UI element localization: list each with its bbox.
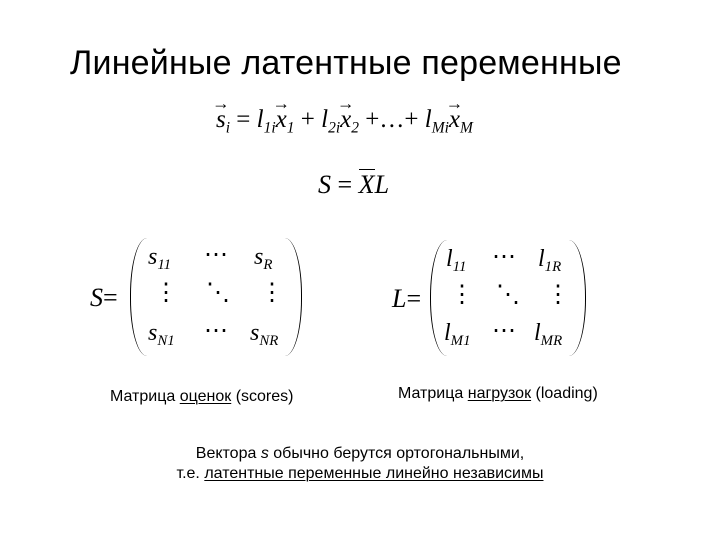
vector-s: → s: [216, 106, 226, 134]
note-line-2: т.е. латентные переменные линейно независимы: [176, 465, 544, 482]
ddots: ⋱: [206, 280, 230, 306]
left-parenthesis: [130, 238, 147, 356]
loading-matrix: L= $l_{11}$ ⋯ $l_{1R}$ ⋮ ⋱ ⋮ $l_{M1}$ ⋯ $l_{MR}$: [392, 240, 592, 356]
vector-x2: → x: [340, 106, 351, 134]
vector-xM: → x: [449, 106, 460, 134]
cell-lM1: $l_{M1}$: [444, 320, 471, 350]
right-parenthesis: [569, 240, 586, 356]
hdots: ⋯: [204, 318, 228, 344]
orthogonality-note: [0, 444, 720, 484]
linear-combination-equation: → $s_i = l_{1i}\to x_1 + l_{2i}\to x_2$ +…+ $l_{Mi}\to x_M$: [216, 106, 473, 137]
scores-matrix: S= $s_{11}$ ⋯ $s_R$ ⋮ ⋱ ⋮ $s_{N1}$ ⋯ $s_{NR}$: [90, 238, 310, 356]
scores-matrix-body: [130, 238, 302, 356]
slide-title: Линейные латентные переменные: [70, 44, 622, 82]
vdots: ⋮: [546, 282, 570, 308]
cell-s11: $s_{11}$: [148, 244, 172, 274]
hdots: ⋯: [204, 242, 228, 268]
ddots: ⋱: [496, 282, 520, 308]
cell-l11: $l_{11}$: [446, 246, 467, 276]
cell-sNR: $s_{NR}$: [250, 320, 279, 350]
loading-caption: Матрица нагрузок (loading): [398, 385, 598, 402]
matrix-equation: S = XL: [318, 170, 390, 199]
vdots: ⋮: [450, 282, 474, 308]
hdots: ⋯: [492, 318, 516, 344]
loading-matrix-body: [430, 240, 586, 356]
matrix-x-bar: X: [358, 170, 375, 199]
vector-x1: → x: [276, 106, 287, 134]
cell-lMR: $l_{MR}$: [534, 320, 563, 350]
hdots: ⋯: [492, 244, 516, 270]
vdots: ⋮: [154, 280, 178, 306]
scores-caption: Матрица оценок (scores): [110, 388, 294, 405]
cell-sN1: $s_{N1}$: [148, 320, 175, 350]
cell-sR: $s_R$: [254, 244, 273, 274]
vdots: ⋮: [260, 280, 284, 306]
cell-l1R: $l_{1R}$: [538, 246, 562, 276]
note-line-1: Вектора s обычно берутся ортогональными,: [195, 445, 525, 462]
right-parenthesis: [285, 238, 302, 356]
